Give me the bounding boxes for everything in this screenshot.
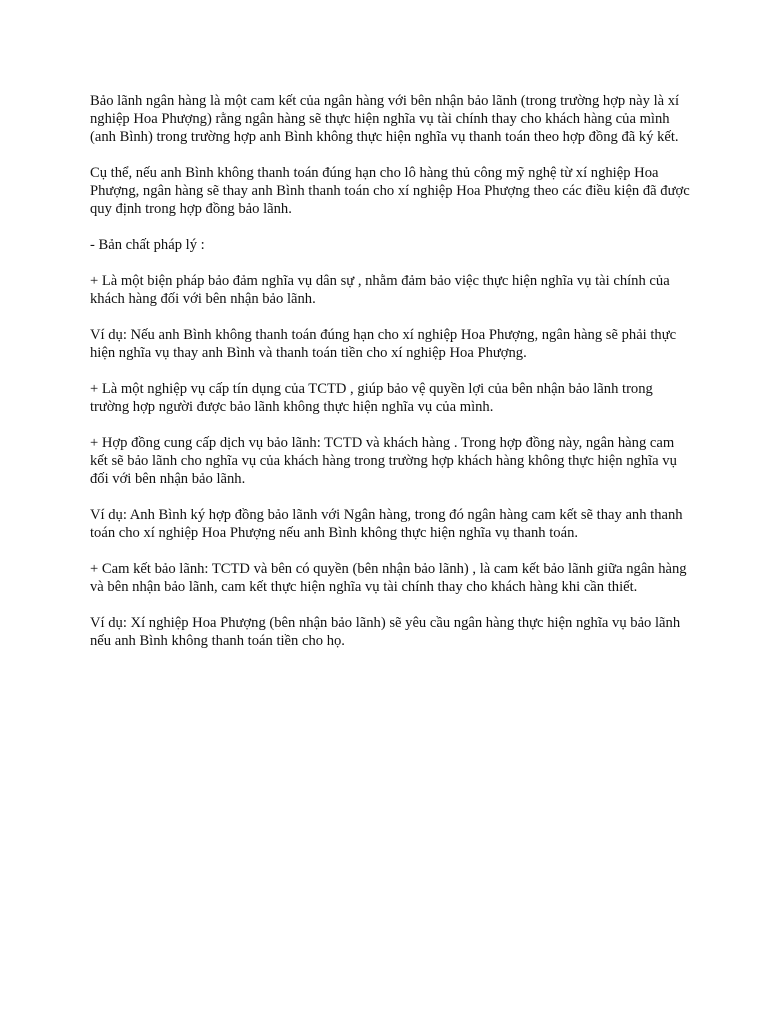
paragraph-definition: Bảo lãnh ngân hàng là một cam kết của ngân hàng với bên nhận bảo lãnh (trong trường hợp này là xí nghiệp Hoa Phượng) rằng ngân hàng sẽ thực hiện nghĩa vụ tài chính thay cho khách hàng của mình (anh Bình) trong trường hợp anh Bình không thực hiện nghĩa vụ thanh toán theo hợp đồng đã ký kết. [90, 93, 680, 145]
paragraph-guarantee-commitment: + Cam kết bảo lãnh: TCTD và bên có quyền (bên nhận bảo lãnh) , là cam kết bảo lãnh giữa ngân hàng và bên nhận bảo lãnh, cam kết thực hiện nghĩa vụ tài chính thay cho khách hàng khi cần thiết. [90, 561, 687, 595]
paragraph-legal-nature-heading: - Bản chất pháp lý : [90, 237, 205, 253]
paragraph-example-1: Ví dụ: Nếu anh Bình không thanh toán đúng hạn cho xí nghiệp Hoa Phượng, ngân hàng sẽ phải thực hiện nghĩa vụ thay anh Bình và thanh toán tiền cho xí nghiệp Hoa Phượng. [90, 327, 677, 361]
paragraph-specifics: Cụ thể, nếu anh Bình không thanh toán đúng hạn cho lô hàng thủ công mỹ nghệ từ xí nghiệp Hoa Phượng, ngân hàng sẽ thay anh Bình thanh toán cho xí nghiệp Hoa Phượng theo các điều kiện đã được quy định trong hợp đồng bảo lãnh. [90, 165, 690, 217]
paragraph-service-contract: + Hợp đồng cung cấp dịch vụ bảo lãnh: TCTD và khách hàng . Trong hợp đồng này, ngân hàng cam kết sẽ bảo lãnh cho nghĩa vụ của khách hàng trong trường hợp khách hàng không thực hiện nghĩa vụ đối với bên nhận bảo lãnh. [90, 435, 677, 487]
paragraph-example-2: Ví dụ: Anh Bình ký hợp đồng bảo lãnh với Ngân hàng, trong đó ngân hàng cam kết sẽ thay anh thanh toán cho xí nghiệp Hoa Phượng nếu anh Bình không thực hiện nghĩa vụ thanh toán. [90, 507, 683, 541]
paragraph-credit-service: + Là một nghiệp vụ cấp tín dụng của TCTD , giúp bảo vệ quyền lợi của bên nhận bảo lãnh trong trường hợp người được bảo lãnh không thực hiện nghĩa vụ của mình. [90, 381, 653, 415]
paragraph-example-3: Ví dụ: Xí nghiệp Hoa Phượng (bên nhận bảo lãnh) sẽ yêu cầu ngân hàng thực hiện nghĩa vụ bảo lãnh nếu anh Bình không thanh toán tiền cho họ. [90, 615, 681, 649]
paragraph-security-measure: + Là một biện pháp bảo đảm nghĩa vụ dân sự , nhằm đảm bảo việc thực hiện nghĩa vụ tài chính của khách hàng đối với bên nhận bảo lãnh. [90, 273, 670, 307]
document-page [90, 92, 690, 668]
